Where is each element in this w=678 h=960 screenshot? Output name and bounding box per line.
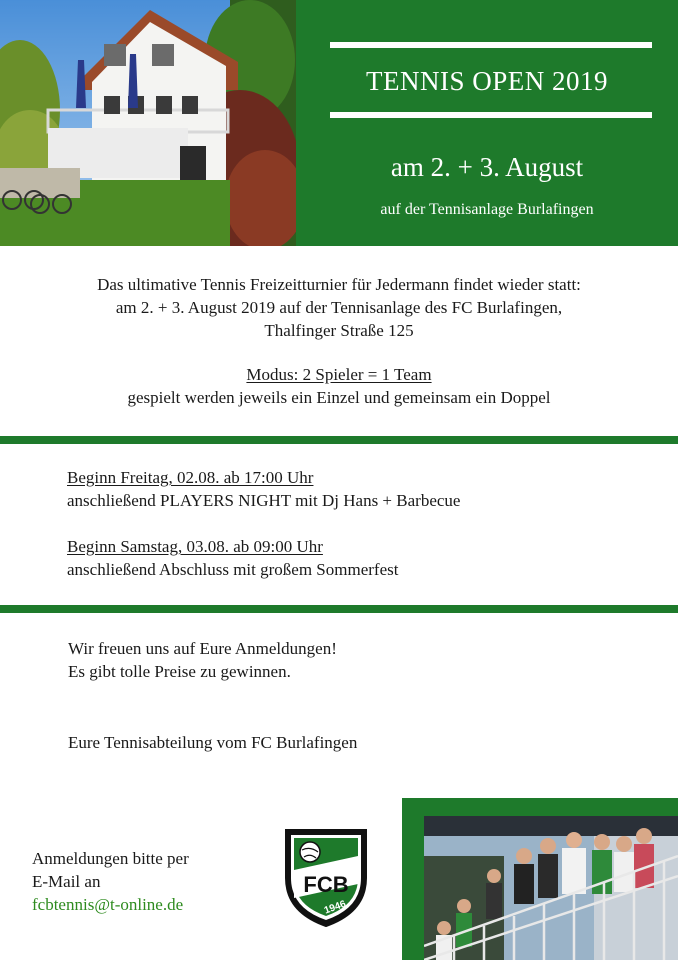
event-title: TENNIS OPEN 2019: [366, 66, 608, 96]
register-line-1: Anmeldungen bitte per: [32, 849, 189, 868]
divider-2: [0, 605, 678, 613]
register-line-2: E-Mail an: [32, 872, 101, 891]
divider-1: [0, 436, 678, 444]
saturday-title: Beginn Samstag, 03.08. ab 09:00 Uhr: [67, 537, 323, 556]
event-date: am 2. + 3. August: [390, 152, 584, 182]
event-venue: auf der Tennisanlage Burlafingen: [380, 201, 594, 218]
signature: Eure Tennisabteilung vom FC Burlafingen: [68, 733, 358, 752]
header-panel: [296, 0, 678, 246]
closing-line-2: Es gibt tolle Preise zu gewinnen.: [68, 662, 291, 681]
team-photo: [424, 816, 678, 960]
title-top-rule: [330, 42, 652, 48]
mode-title: Modus: 2 Spieler = 1 Team: [246, 365, 432, 384]
clubhouse-photo: [0, 0, 296, 246]
registration-email-link[interactable]: fcbtennis@t-online.de: [32, 895, 184, 914]
club-logo-year: 1946: [322, 898, 348, 917]
title-bottom-rule: [330, 112, 652, 118]
friday-description: anschließend PLAYERS NIGHT mit Dj Hans + Barbecue: [67, 491, 461, 510]
intro-line-2: am 2. + 3. August 2019 auf der Tennisanlage des FC Burlafingen,: [115, 298, 563, 317]
friday-title: Beginn Freitag, 02.08. ab 17:00 Uhr: [67, 468, 314, 487]
saturday-description: anschließend Abschluss mit großem Sommerfest: [67, 560, 399, 579]
intro-line-3: Thalfinger Straße 125: [264, 321, 414, 340]
club-logo: [282, 826, 370, 930]
intro-line-1: Das ultimative Tennis Freizeitturnier für Jedermann findet wieder statt:: [97, 275, 581, 294]
mode-description: gespielt werden jeweils ein Einzel und gemeinsam ein Doppel: [127, 388, 551, 407]
closing-line-1: Wir freuen uns auf Eure Anmeldungen!: [68, 639, 337, 658]
club-logo-letters: FCB: [303, 872, 349, 897]
